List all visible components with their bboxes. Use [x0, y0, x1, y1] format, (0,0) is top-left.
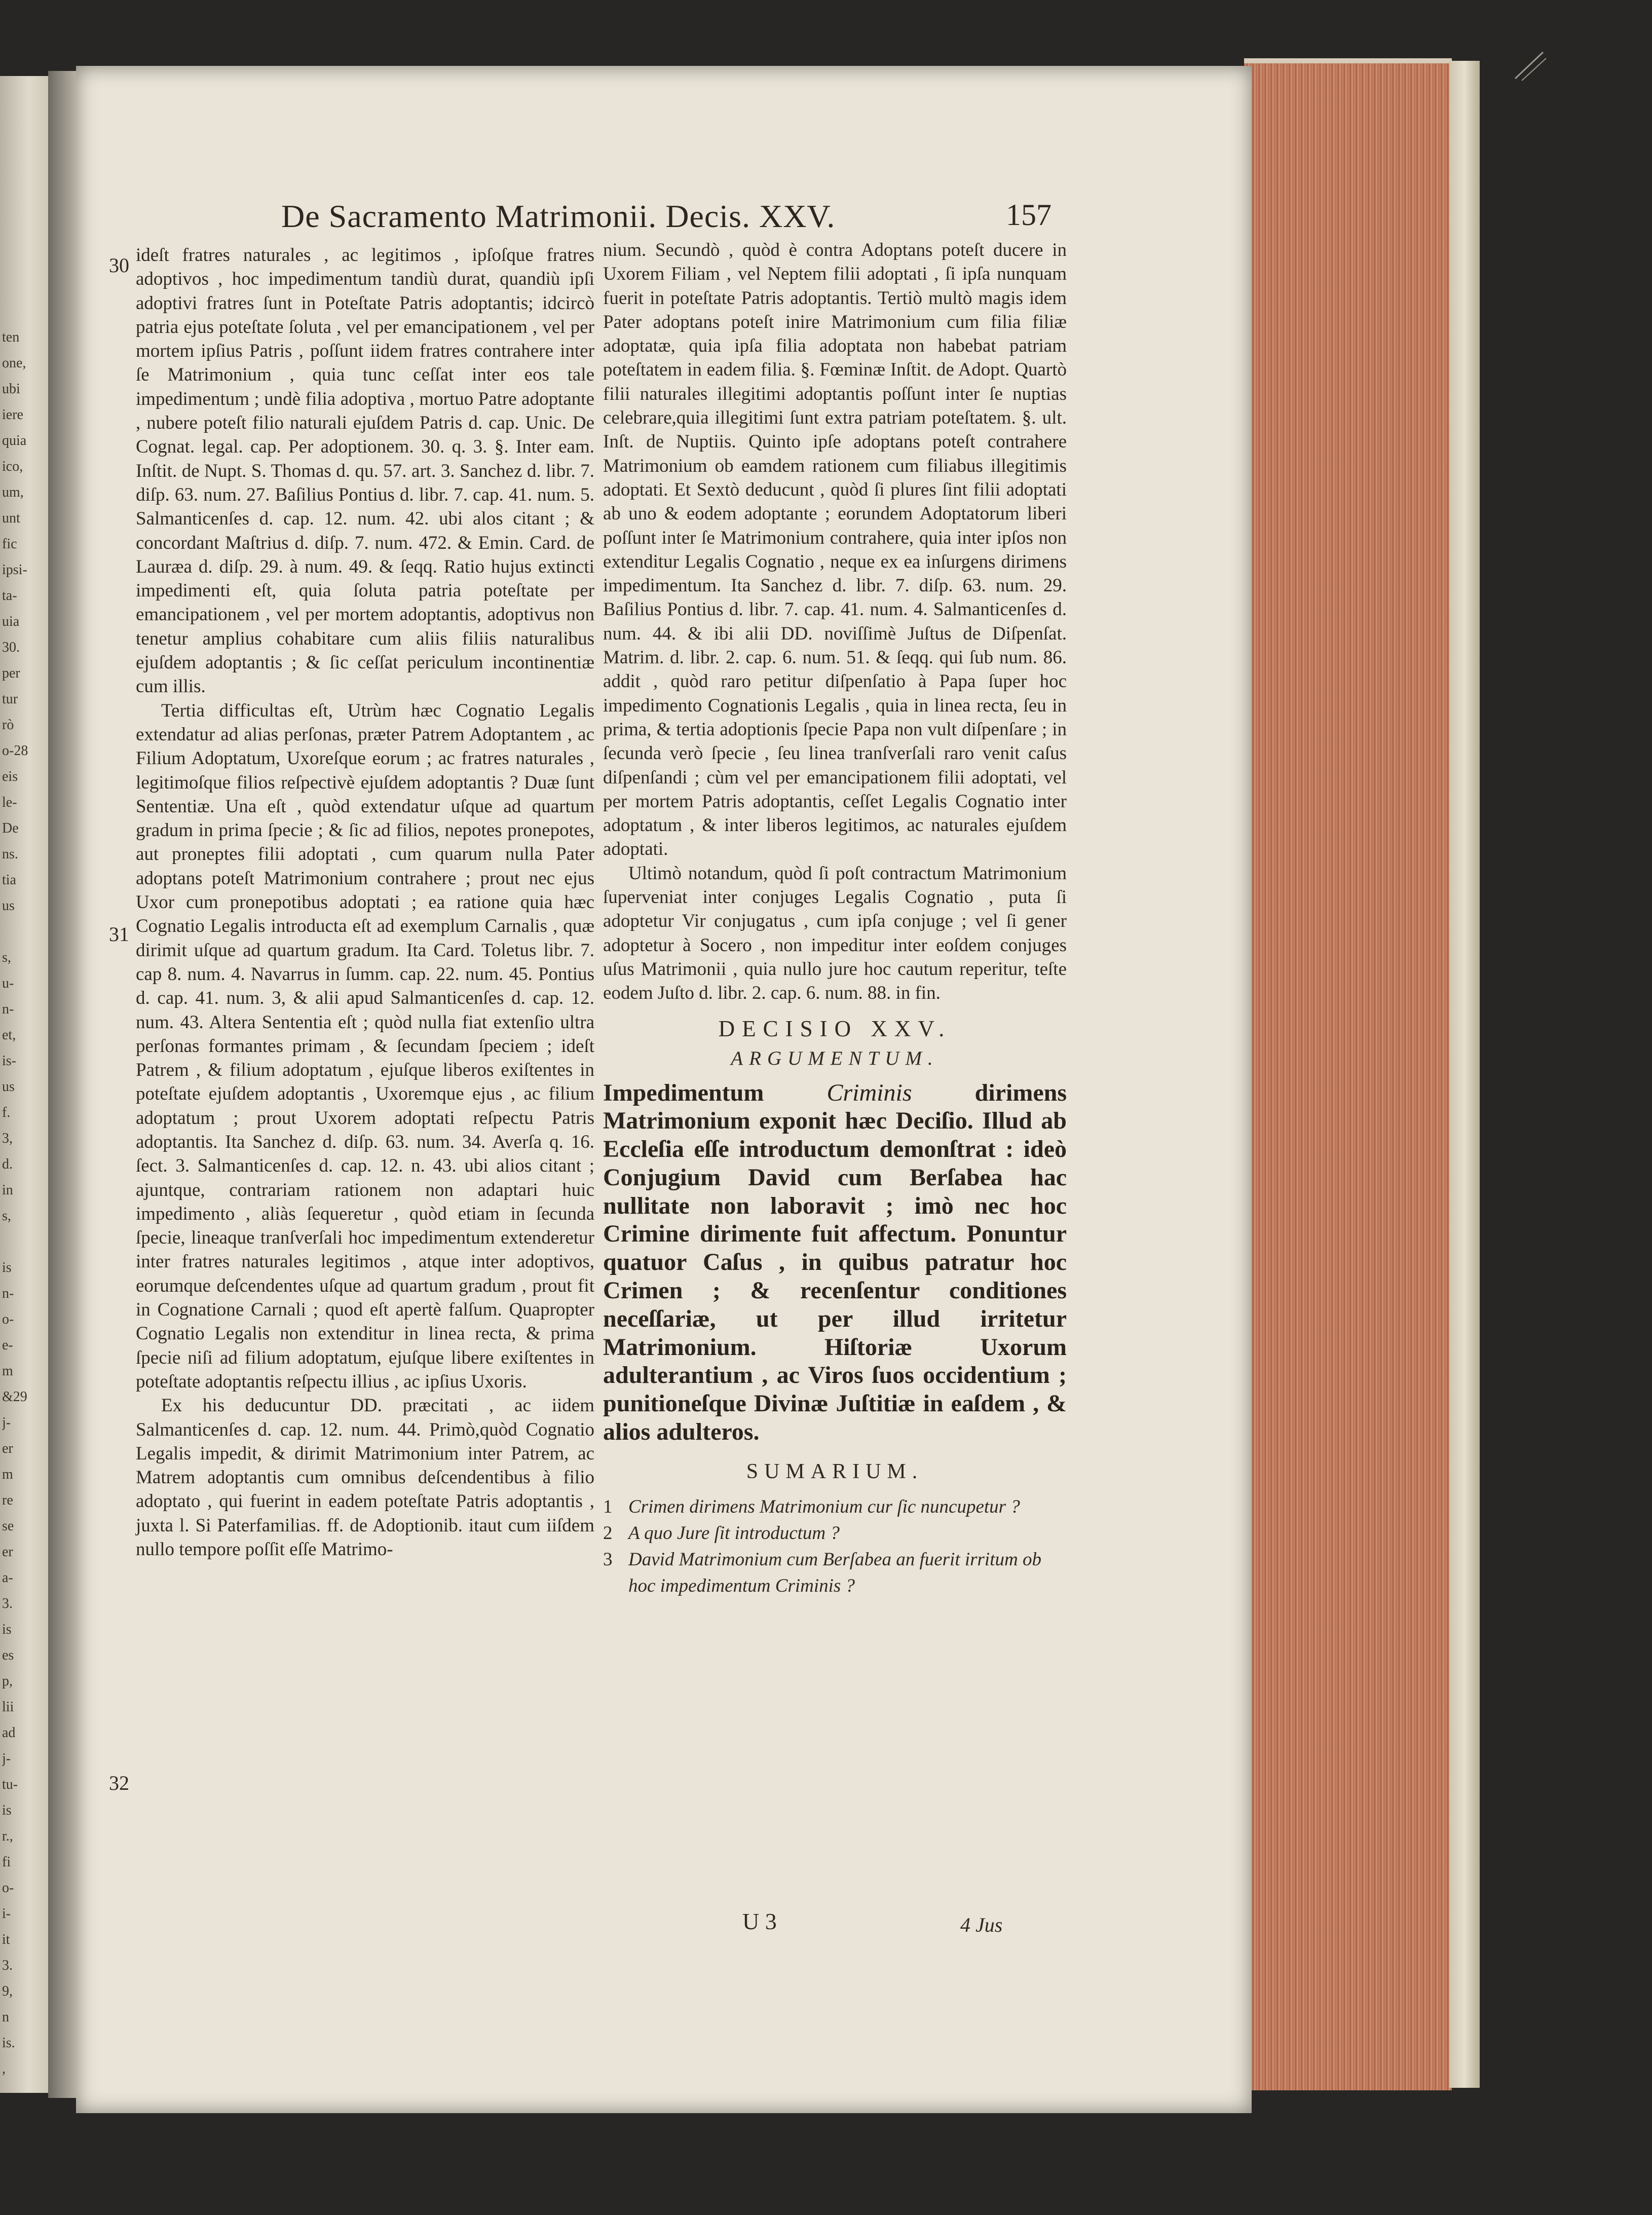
argumentum-heading: ARGUMENTUM. — [731, 1047, 939, 1069]
right-text-column — [603, 238, 1067, 1599]
margin-number-32: 32 — [109, 1772, 129, 1794]
sumarium-item — [603, 1547, 1067, 1599]
sumarium-item-number: 2 — [603, 1522, 613, 1544]
paragraph: Tertia difficultas eſt, Utrùm hæc Cognatio Legalis extendatur ad alias perſonas, præter Patrem Adoptantem , ac Filium Adoptatum, Uxoreſque eorum ; ac fratres naturales , legitimoſque filios reſpectivè ejuſdem adoptantis ? Duæ ſunt Sententiæ. Una eſt , quòd extendatur uſque ad quartum gradum in prima ſpecie ; & ſic ad filios, nepotes pronepotes, aut proneptes filii adoptati , cum quarum nulla Pater adoptans poteſt Matrimonium contrahere ; prout nec ejus Uxor cum pronepotibus adoptati ; ea ratione quia hæc Cognatio Legalis introducta eſt ad exemplum Carnalis , quæ dirimit uſque ad quartum gradum. Ita Card. Toletus libr. 7. cap 8. num. 4. Navarrus in ſumm. cap. 22. num. 45. Pontius d. cap. 41. num. 3, & alii apud Salmanticenſes d. cap. 12. num. 43. Altera Sententia eſt ; quòd nulla fiat extenſio ultra perſonas formantes primam , & ſecundam ſpeciem ; ideſt Patrem , & filium adoptatum , ejuſque liberos exiſtentes in poteſtate ejuſdem adoptantis , Uxoremque ejus , ac filium adoptatum ; prout Uxorem adoptati reſpectu Patris adoptantis. Ita Sanchez d. diſp. 63. num. 34. Averſa q. 16. ſect. 3. Salmanticenſes d. cap. 12. n. 43. ubi alios citant ; ajuntque, contrariam rationem non adaptari huic impedimento , aliàs ſequeretur , quòd etiam in ſecunda ſpecie, lineaque tranſverſali hoc impedimentum extenderetur inter fratres naturales legitimos , atque inter adoptivos, eorumque deſcendentes uſque ad quartum gradum , prout fit in Cognatione Carnali ; quod eſt apertè falſum. Quapropter Cognatio Legalis non extenditur in linea recta, & prima ſpecie niſi ad filium adoptatum, ejuſque libere exiſtentes in poteſtate adoptantis reſpectu illius , ac ipſius Uxoris. — [136, 700, 594, 1392]
paragraph: Ex his deducuntur DD. præcitati , ac iidem Salmanticenſes d. cap. 12. num. 44. Primò,quòd Cognatio Legalis impedit, & dirimit Matrimonium inter Patrem, ac Matrem adoptantis cum omnibus deſcendentibus à filio adoptato , qui fuerint in eadem poteſtate Patris adoptantis , juxta l. Si Paterfamilias. ff. de Adoptionib. itaut cum iiſdem nullo tempore poſſit eſſe Matrimo- — [136, 1395, 594, 1560]
book-cover-board — [1449, 61, 1480, 2088]
argumentum-text-rest: dirimens Matrimonium exponit hæc Deciſio. Illud ab Eccleſia eſſe introductum demonſtrat : ideò Conjugium David cum Berſabea hac nullitate non laboravit ; imò nec hoc Crimine dirimente fuit affectum. Ponuntur quatuor Caſus , in quibus patratur hoc Crimen ; & recenſentur conditiones neceſſariæ, ut per illud irritetur Matrimonium. Hiſtoriæ Uxorum adulterantium , ac Viros ſuos occidentium ; punitioneſque Divinæ Juſtitiæ in eaſdem , & alios adulteros. — [603, 1079, 1067, 1446]
page-fore-edge — [1244, 63, 1452, 2090]
decisio-heading: DECISIO XXV. — [718, 1016, 952, 1041]
corner-scratch-mark — [1513, 48, 1548, 84]
sumarium-list — [603, 1494, 1067, 1599]
left-text-column — [136, 243, 594, 1561]
sumarium-item-number: 1 — [603, 1496, 613, 1517]
margin-number-31: 31 — [109, 923, 129, 946]
sumarium-item-text: Crimen dirimens Matrimonium cur ſic nuncupetur ? — [628, 1496, 1020, 1517]
running-head — [281, 198, 1052, 243]
signature-mark: U 3 — [742, 1908, 777, 1934]
facing-page-edge — [0, 76, 48, 2093]
argumentum-text-start: Impedimentum — [603, 1079, 827, 1106]
argumentum-text-italic: Criminis — [827, 1079, 912, 1106]
sumarium-item-number: 3 — [603, 1549, 613, 1570]
sumarium-item — [603, 1520, 1067, 1547]
sumarium-item — [603, 1494, 1067, 1520]
catchword: 4 Jus — [960, 1913, 1003, 1936]
facing-page-text-fragments: ten one, ubi iere quia ico, um, unt fic ipsi- ta- uia 30. per tur rò o-28 eis le- De ns. tia us s, u- n- et, is- us f. 3, d. in s, is n- o- e- m &29 j- er m re se er a- 3. is es p, lii ad j- tu- is r., fi o- i- it 3. 9, n is. , — [2, 329, 28, 2077]
paragraph: Ultimò notandum, quòd ſi poſt contractum Matrimonium ſuperveniat inter conjuges Legalis Cognatio , puta ſi adoptetur Vir conjugatus , cum ipſa conjuge ; vel ſi gener adoptetur à Socero , non impeditur inter eoſdem conjuges uſus Matrimonii , quia nullo jure hoc cautum reperitur, teſte eodem Juſto d. libr. 2. cap. 6. num. 88. in fin. — [603, 862, 1067, 1004]
running-head-title: De Sacramento Matrimonii. Decis. XXV. — [281, 198, 836, 234]
paragraph: nium. Secundò , quòd è contra Adoptans poteſt ducere in Uxorem Filiam , vel Neptem filii adoptati , ſi ipſa nunquam fuerit in poteſtate Patris adoptantis. Tertiò multò magis idem Pater adoptans poteſt inire Matrimonium cum filia filiæ adoptatæ, quia ipſa filia adoptata non habebat patriam poteſtatem in eadem filia. §. Fœminæ Inſtit. de Adopt. Quartò filii naturales illegitimi adoptantis poſſunt inter ſe nuptias celebrare,quia illegitimi ſunt extra patriam poteſtatem. §. ult. Inſt. de Nuptiis. Quinto ipſe adoptans poteſt contrahere Matrimonium ob eamdem rationem cum filiabus illegitimis adoptati. Et Sextò deducunt , quòd ſi plures ſint filii adoptati ab uno & eodem adoptante ; eorundem Adoptatorum liberi poſſunt inter ſe Matrimonium contrahere, quia inter ipſos non extenditur Legalis Cognatio , neque ex ea inſurgens dirimens impedimentum. Ita Sanchez d. libr. 7. diſp. 63. num. 29. Baſilius Pontius d. libr. 7. cap. 41. num. 4. Salmanticenſes d. num. 44. & ibi alii DD. noviſſimè Juſtus de Diſpenſat. Matrim. d. libr. 2. cap. 6. num. 51. & ſeqq. qui ſub num. 86. addit , quòd raro petitur diſpenſatio à Papa ſuper hoc impedimento Cognationis Legalis , quia in linea recta, ſeu in prima, & tertia adoptionis ſpecie Papa non vult diſpenſare ; in ſecunda verò ſpecie , ſeu linea tranſverſali raro venit caſus diſpenſandi ; cùm vel per emancipationem filii adoptati, vel per mortem Patris adoptantis, ceſſet Legalis Cognatio inter adoptatum , & inter liberos legitimos, ac naturales ejuſdem adoptati. — [603, 240, 1067, 860]
page-number: 157 — [1006, 198, 1052, 232]
argumentum-text — [603, 1079, 1067, 1446]
sumarium-heading: SUMARIUM. — [746, 1459, 924, 1483]
paragraph: ideſt fratres naturales , ac legitimos , ipſoſque fratres adoptivos , hoc impedimentum tandiù durat, quandiù ipſi adoptivi fratres ſunt in Poteſtate Patris adoptantis; idcircò patria ejus poteſtate ſoluta , vel per emancipationem , vel per mortem ipſius Patris , poſſunt iidem fratres contrahere inter ſe Matrimonium , quia tunc ceſſat inter eos tale impedimentum ; undè filia adoptiva , mortuo Patre adoptante , nubere poteſt filio naturali ejuſdem Patris d. cap. Unic. De Cognat. legal. cap. Per adoptionem. 30. q. 3. §. Inter eam. Inſtit. de Nupt. S. Thomas d. qu. 57. art. 3. Sanchez d. libr. 7. diſp. 63. num. 27. Baſilius Pontius d. libr. 7. cap. 41. num. 5. Salmanticenſes d. cap. 12. num. 42. ubi alos citant ; & concordant Maſtrius d. diſp. 7. num. 472. & Emin. Card. de Lauræa d. diſp. 29. à num. 49. & ſeqq. Ratio hujus extincti impedimenti eſt, quia ſoluta patria poteſtate per emancipationem , vel per mortem adoptantis, adoptivus non tenetur amplius cohabitare cum aliis filiis naturalibus ejuſdem adoptantis ; & ſic ceſſat periculum incontinentiæ cum illis. — [136, 245, 594, 697]
sumarium-item-text: David Matrimonium cum Berſabea an fuerit irritum ob hoc impedimentum Criminis ? — [628, 1549, 1041, 1596]
sumarium-item-text: A quo Jure ſit introductum ? — [628, 1522, 840, 1544]
margin-number-30: 30 — [109, 254, 129, 277]
